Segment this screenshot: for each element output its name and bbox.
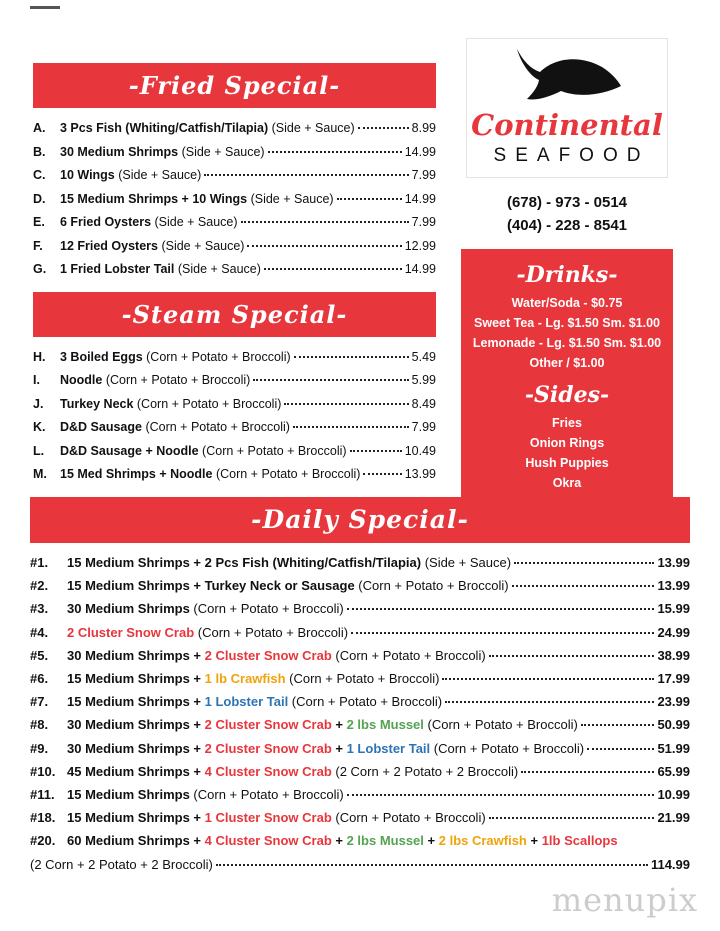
item-text-part: + — [331, 833, 347, 849]
item-text — [67, 806, 486, 829]
item-text-part: (Corn + Potato + Broccoli) — [288, 694, 443, 710]
dot-leader — [293, 426, 409, 428]
item-id: A. — [33, 121, 46, 135]
item-text-part: 3 Pcs Fish (Whiting/Catfish/Tilapia) — [60, 121, 269, 135]
item-text-part: 2 Cluster Snow Crab — [204, 647, 332, 663]
item-text-part: 45 Medium Shrimps + — [67, 763, 205, 779]
item-text-part: (Corn + Potato + Broccoli) — [212, 467, 361, 481]
item-text-part: (Corn + Potato + Broccoli) — [430, 740, 585, 756]
menu-item-row — [30, 829, 690, 852]
menu-item-row — [30, 783, 690, 806]
item-text-part: 2 lbs Crawfish — [438, 833, 527, 849]
dot-leader — [347, 608, 655, 610]
item-text-part: (2 Corn + 2 Potato + 2 Broccoli) — [30, 856, 213, 872]
daily-special-banner — [30, 497, 690, 543]
item-text-part: 15 Medium Shrimps + 2 Pcs Fish (Whiting/Catfish/Tilapia) — [67, 555, 422, 570]
item-text-part: + — [423, 833, 439, 849]
item-text-part: 15 Medium Shrimps + — [67, 810, 205, 826]
item-text-part: (Side + Sauce) — [151, 215, 238, 229]
menu-text-line: Sweet Tea - Lg. $1.50 Sm. $1.00 — [474, 316, 660, 330]
item-text — [60, 346, 291, 370]
item-text-part: (Corn + Potato + Broccoli) — [194, 624, 349, 640]
item-text-part: 15 Med Shrimps + Noodle — [60, 467, 213, 481]
dot-leader — [358, 127, 409, 129]
item-id: #9. — [30, 740, 49, 756]
item-price: 5.99 — [411, 373, 436, 387]
drinks-title: -Drinks- — [516, 262, 618, 288]
menu-text-line: Okra — [552, 476, 582, 490]
menu-item-row — [30, 690, 690, 713]
item-price: 7.99 — [411, 215, 436, 229]
item-price: 10.99 — [657, 787, 690, 803]
item-text-part: 60 Medium Shrimps + — [67, 833, 205, 849]
dot-leader — [581, 724, 655, 726]
item-text-part: 30 Medium Shrimps — [67, 601, 190, 617]
item-text — [60, 235, 244, 259]
item-id: #3. — [30, 601, 49, 617]
item-id: C. — [33, 168, 46, 182]
item-id: I. — [33, 373, 40, 387]
item-text — [67, 644, 486, 667]
phone-numbers — [453, 191, 681, 237]
item-text-part: 15 Medium Shrimps — [67, 787, 190, 803]
brand-logo — [466, 38, 668, 178]
dot-leader — [363, 473, 401, 475]
item-text — [67, 551, 511, 574]
menu-text-line: Hush Puppies — [525, 456, 609, 470]
menu-item-row — [30, 574, 690, 597]
menu-item-row — [33, 440, 436, 464]
item-price: 38.99 — [657, 647, 690, 663]
item-text — [60, 440, 347, 464]
item-text-part: 1 Cluster Snow Crab — [204, 810, 332, 826]
item-price: 13.99 — [404, 467, 436, 481]
dot-leader — [204, 174, 408, 176]
menu-item-row — [30, 760, 690, 783]
item-text-part: + — [331, 717, 347, 733]
item-id: #2. — [30, 578, 49, 594]
item-id: M. — [33, 467, 47, 481]
right-column — [453, 38, 681, 507]
menu-text-line: Fries — [552, 416, 582, 430]
item-text-part: (Side + Sauce) — [247, 191, 334, 206]
item-id: J. — [33, 396, 44, 411]
left-column — [33, 63, 436, 487]
item-text-part: 30 Medium Shrimps + — [67, 647, 205, 663]
item-text-part: (Corn + Potato + Broccoli) — [285, 671, 440, 687]
item-price: 8.49 — [411, 396, 436, 411]
dot-leader — [445, 701, 654, 703]
item-text-part: 2 Cluster Snow Crab — [204, 740, 332, 756]
item-price: 14.99 — [404, 191, 436, 206]
item-price: 50.99 — [657, 717, 690, 733]
dot-leader — [268, 151, 402, 153]
item-price: 24.99 — [657, 624, 690, 640]
item-text — [60, 416, 290, 440]
item-text-part: + — [526, 833, 542, 849]
item-text-part: (Corn + Potato + Broccoli) — [423, 717, 578, 733]
item-text-part: (Corn + Potato + Broccoli) — [189, 787, 344, 803]
item-id: #8. — [30, 717, 49, 733]
item-price: 7.99 — [411, 420, 436, 434]
item-id: F. — [33, 238, 43, 253]
menu-text-line: Onion Rings — [529, 436, 605, 450]
menu-item-row — [30, 551, 690, 574]
item-text-part: (Side + Sauce) — [114, 168, 202, 182]
item-text — [67, 574, 509, 597]
dot-leader — [347, 794, 655, 796]
item-text-part: 1 Lobster Tail — [346, 740, 431, 756]
item-price: 7.99 — [411, 168, 436, 182]
item-text-part: (Corn + Potato + Broccoli) — [331, 647, 486, 663]
menu-item-row — [33, 117, 436, 141]
item-price: 5.49 — [411, 349, 436, 364]
item-text-part: (Corn + Potato + Broccoli) — [102, 373, 251, 387]
dot-leader — [216, 864, 648, 866]
item-price: 21.99 — [657, 810, 690, 826]
dot-leader — [241, 221, 409, 223]
fried-special-banner — [33, 63, 436, 108]
item-text — [30, 853, 213, 876]
dot-leader — [587, 748, 654, 750]
steam-special-title: -Steam Special- — [121, 299, 348, 329]
menu-item-row — [33, 393, 436, 417]
item-text — [67, 667, 439, 690]
menu-text-line: Other / $1.00 — [529, 356, 605, 370]
menu-item-row — [33, 258, 436, 282]
item-text-part: (Side + Sauce) — [174, 262, 261, 276]
item-text-part: (Corn + Potato + Broccoli) — [354, 578, 509, 594]
dot-leader — [521, 771, 654, 773]
item-text-part: (Corn + Potato + Broccoli) — [189, 601, 344, 617]
daily-special-section — [30, 497, 690, 876]
item-price: 114.99 — [650, 856, 690, 872]
item-text-part: Noodle — [60, 373, 103, 387]
drinks-list — [467, 293, 667, 373]
item-price: 23.99 — [657, 694, 690, 710]
menu-item-row — [33, 141, 436, 165]
item-text-part: 2 Cluster Snow Crab — [67, 624, 195, 640]
brand-name-caps: SEAFOOD — [493, 145, 650, 166]
menu-item-row — [33, 188, 436, 212]
item-text-part: Turkey Neck — [60, 396, 134, 411]
steam-special-list — [33, 346, 436, 487]
menu-text-line: Lemonade - Lg. $1.50 Sm. $1.00 — [472, 336, 662, 350]
item-text-part: D&D Sausage — [60, 420, 142, 434]
item-text-part: (2 Corn + 2 Potato + 2 Broccoli) — [331, 763, 519, 779]
item-id: D. — [33, 191, 46, 206]
item-text-part: 15 Medium Shrimps + — [67, 694, 205, 710]
dot-leader — [294, 356, 409, 358]
menu-item-row — [30, 853, 690, 876]
menu-item-row — [30, 644, 690, 667]
item-text-part: 15 Medium Shrimps + — [67, 671, 205, 687]
item-text-part: (Corn + Potato + Broccoli) — [133, 396, 282, 411]
item-text-part: 15 Medium Shrimps + 10 Wings — [60, 191, 248, 206]
item-price: 65.99 — [657, 763, 690, 779]
item-text-part: 2 lbs Mussel — [346, 717, 424, 733]
item-text — [60, 164, 201, 188]
steam-special-banner — [33, 292, 436, 337]
item-text — [60, 393, 281, 417]
dot-leader — [350, 450, 402, 452]
item-text-part: (Corn + Potato + Broccoli) — [198, 443, 347, 458]
menu-item-row — [30, 713, 690, 736]
fried-special-list — [33, 117, 436, 282]
item-text-part: 30 Medium Shrimps — [60, 144, 179, 159]
item-text-part: 3 Boiled Eggs — [60, 349, 143, 364]
item-text-part: 30 Medium Shrimps + — [67, 717, 205, 733]
item-text — [67, 737, 584, 760]
dot-leader — [351, 632, 654, 634]
item-text-part: 1 lb Crawfish — [204, 671, 286, 687]
item-text-part: 15 Medium Shrimps + Turkey Neck or Sausage — [67, 578, 355, 594]
menu-item-row — [30, 597, 690, 620]
item-text-part: 4 Cluster Snow Crab — [204, 833, 332, 849]
menu-item-row — [30, 621, 690, 644]
item-id: H. — [33, 349, 46, 364]
item-text-part: D&D Sausage + Noodle — [60, 443, 199, 458]
item-id: E. — [33, 215, 45, 229]
dot-leader — [442, 678, 654, 680]
item-price: 17.99 — [657, 671, 690, 687]
item-text-part: 6 Fried Oysters — [60, 215, 152, 229]
item-price: 10.49 — [404, 443, 436, 458]
item-text — [67, 713, 578, 736]
menu-item-row — [30, 806, 690, 829]
item-text — [67, 829, 618, 852]
item-id: #11. — [30, 787, 55, 803]
item-price: 13.99 — [657, 555, 690, 570]
brand-name-script: Continental — [471, 108, 663, 142]
item-text-part: (Side + Sauce) — [268, 121, 355, 135]
item-id: #10. — [30, 763, 56, 779]
item-id: B. — [33, 144, 46, 159]
sides-list — [467, 413, 667, 493]
drinks-sides-card — [461, 249, 673, 507]
fried-special-title: -Fried Special- — [128, 71, 341, 100]
item-price: 14.99 — [404, 144, 436, 159]
item-text-part: 30 Medium Shrimps + — [67, 740, 205, 756]
item-text-part: 1 Fried Lobster Tail — [60, 262, 175, 276]
item-id: G. — [33, 262, 47, 276]
menu-item-row — [30, 737, 690, 760]
menu-text-line: Water/Soda - $0.75 — [511, 296, 623, 310]
item-price: 12.99 — [404, 238, 436, 253]
dot-leader — [512, 585, 655, 587]
item-text — [67, 760, 518, 783]
item-text-part: 1lb Scallops — [541, 833, 618, 849]
item-text — [60, 258, 261, 282]
phone-number-2: (404) - 228 - 8541 — [506, 217, 628, 234]
item-text-part: 2 Cluster Snow Crab — [204, 717, 332, 733]
item-price: 14.99 — [404, 262, 436, 276]
fish-logo-icon — [507, 45, 627, 107]
item-text-part: 12 Fried Oysters — [60, 238, 158, 253]
item-text-part: 1 Lobster Tail — [204, 694, 289, 710]
dot-leader — [489, 817, 655, 819]
menu-item-row — [33, 211, 436, 235]
dot-leader — [514, 562, 654, 564]
menu-item-row — [33, 164, 436, 188]
dot-leader — [337, 198, 402, 200]
menu-item-row — [33, 235, 436, 259]
item-id: K. — [33, 420, 46, 434]
item-text-part: (Corn + Potato + Broccoli) — [142, 349, 291, 364]
item-price: 8.99 — [411, 121, 436, 135]
item-text — [67, 690, 442, 713]
item-text — [60, 188, 334, 212]
menupix-watermark: menupix — [551, 881, 698, 919]
daily-special-title: -Daily Special- — [251, 505, 469, 534]
item-text — [60, 463, 360, 487]
dot-leader — [253, 379, 408, 381]
daily-special-list — [30, 551, 690, 876]
item-text-part: (Side + Sauce) — [178, 144, 265, 159]
item-id: #18. — [30, 810, 56, 826]
item-text-part: (Corn + Potato + Broccoli) — [141, 420, 290, 434]
item-text-part: 4 Cluster Snow Crab — [204, 763, 332, 779]
menu-item-row — [33, 369, 436, 393]
item-price: 15.99 — [657, 601, 690, 617]
item-text — [60, 211, 238, 235]
item-text — [60, 141, 265, 165]
menu-item-row — [30, 667, 690, 690]
item-id: L. — [33, 443, 45, 458]
item-id: #20. — [30, 833, 56, 849]
item-text — [67, 621, 348, 644]
item-text — [67, 597, 344, 620]
item-text-part: (Side + Sauce) — [421, 555, 512, 570]
menu-item-row — [33, 346, 436, 370]
item-text — [60, 117, 355, 141]
item-id: #1. — [30, 555, 49, 570]
item-text-part: + — [331, 740, 347, 756]
menu-item-row — [33, 416, 436, 440]
item-text-part: (Side + Sauce) — [157, 238, 245, 253]
dot-leader — [284, 403, 408, 405]
scan-artifact — [30, 6, 60, 9]
item-price: 51.99 — [657, 740, 690, 756]
item-text-part: 2 lbs Mussel — [346, 833, 424, 849]
phone-number-1: (678) - 973 - 0514 — [506, 194, 628, 211]
item-price: 13.99 — [657, 578, 690, 594]
item-id: #7. — [30, 694, 49, 710]
item-text-part: (Corn + Potato + Broccoli) — [331, 810, 486, 826]
menu-item-row — [33, 463, 436, 487]
item-text — [67, 783, 344, 806]
dot-leader — [264, 268, 402, 270]
sides-title: -Sides- — [524, 382, 610, 408]
item-text — [60, 369, 250, 393]
item-text-part: 10 Wings — [60, 168, 115, 182]
item-id: #6. — [30, 671, 49, 687]
dot-leader — [247, 245, 401, 247]
dot-leader — [489, 655, 655, 657]
item-id: #5. — [30, 647, 49, 663]
item-id: #4. — [30, 624, 49, 640]
